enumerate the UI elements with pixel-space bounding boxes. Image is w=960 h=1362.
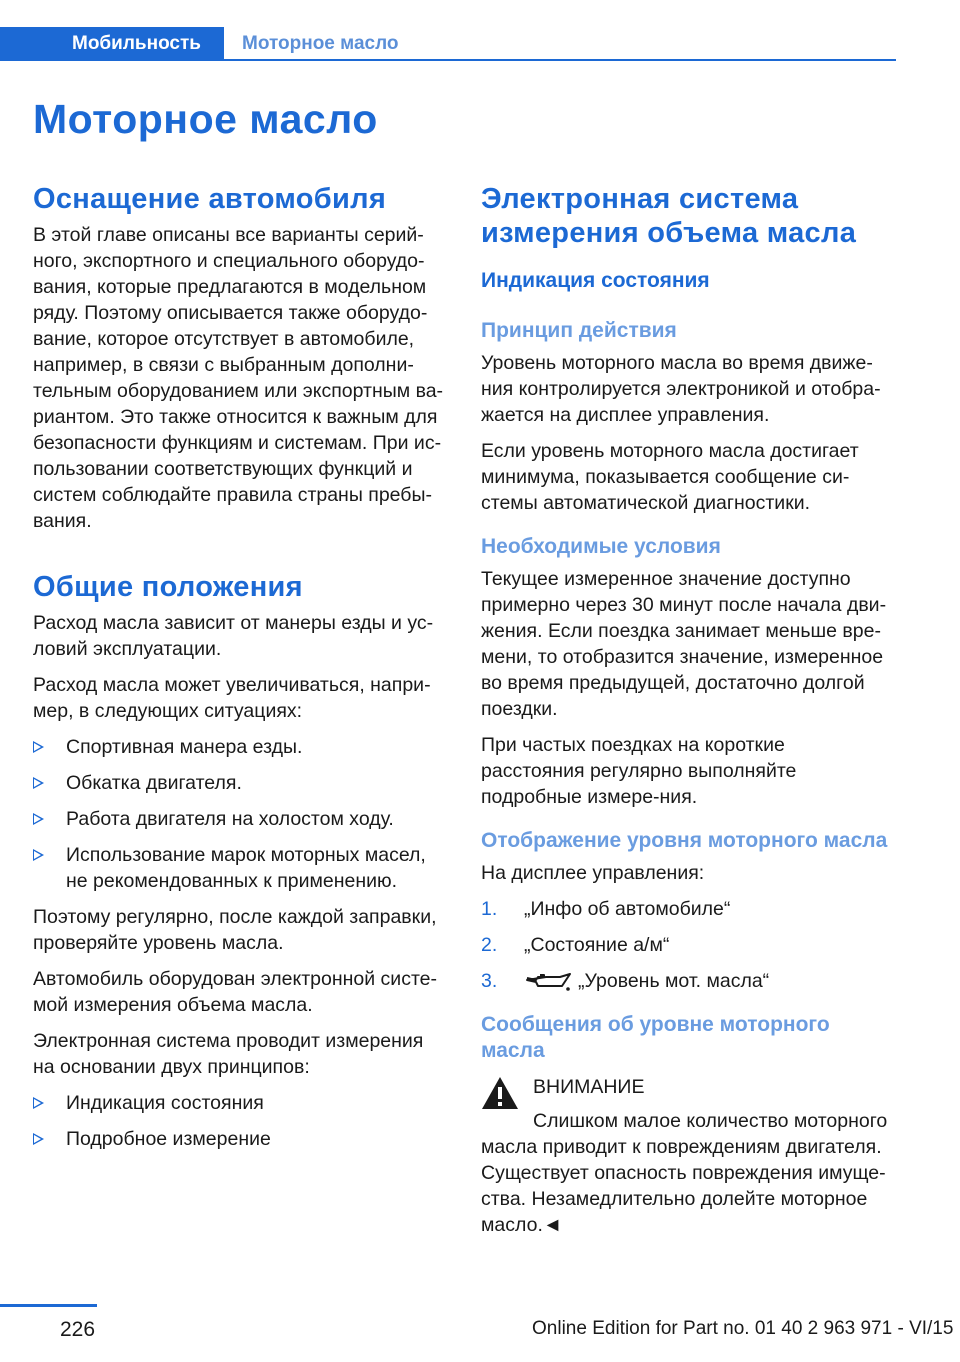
consumption-list — [33, 734, 445, 894]
heading-principle: Принцип действия — [481, 319, 677, 342]
right-column — [481, 182, 893, 1238]
page-number: 226 — [60, 1318, 96, 1341]
list-item: Работа двигателя на холостом ходу. — [33, 806, 445, 832]
triangle-bullet-icon — [33, 1097, 44, 1109]
principle-paragraph-2: Если уровень моторного масла достигает минимума, показывается сообщение си-стемы автоматической диагностики. — [481, 440, 859, 514]
conditions-paragraph-1: Текущее измеренное значение доступно примерно через 30 минут после начала дви-жения. Если поездка занимает меньше вре-мени, то отобразится значение, измеренное во время предыдущей, достаточно долгой поездки. — [481, 568, 887, 720]
list-item: Индикация состояния — [33, 1090, 445, 1116]
section-heading-electronic-system: Электронная система измерения объема масла — [481, 183, 857, 249]
left-column — [33, 182, 445, 1152]
general-paragraph-4: Автомобиль оборудован электронной систе-мой измерения объема масла. — [33, 968, 437, 1016]
subheading-status-indication: Индикация состояния — [481, 269, 710, 292]
step-item: 2. „Состояние а/м“ — [481, 934, 670, 956]
oil-can-icon — [524, 971, 572, 993]
edition-info: Online Edition for Part no. 01 40 2 963 971 - VI/15 — [532, 1318, 954, 1339]
section-heading-equipment: Оснащение автомобиля — [33, 183, 387, 215]
triangle-bullet-icon — [33, 849, 44, 861]
general-paragraph-3: Поэтому регулярно, после каждой заправки, проверяйте уровень масла. — [33, 906, 437, 954]
principle-paragraph-1: Уровень моторного масла во время движе-ния контролируется электроникой и отобра-жается на дисплее управления. — [481, 352, 881, 426]
header-bar — [0, 27, 896, 63]
triangle-bullet-icon — [33, 741, 44, 753]
triangle-bullet-icon — [33, 1133, 44, 1145]
general-paragraph-5: Электронная система проводит измерения на основании двух принципов: — [33, 1030, 424, 1078]
header-tab-mobility[interactable]: Мобильность — [0, 27, 224, 61]
heading-conditions: Необходимые условия — [481, 535, 721, 558]
conditions-paragraph-2: При частых поездках на короткие расстояния регулярно выполняйте подробные измере-ния. — [481, 734, 797, 808]
triangle-bullet-icon — [33, 777, 44, 789]
list-item: Использование марок моторных масел, не рекомендованных к применению. — [33, 842, 445, 894]
warning-line-1: Слишком малое количество моторного — [533, 1110, 888, 1132]
page-title: Моторное масло — [33, 96, 378, 142]
list-item: Обкатка двигателя. — [33, 770, 445, 796]
warning-text: масла приводит к повреждениям двигателя. Существует опасность повреждения имуще-ства. Незамедлительно долейте моторное масло.◄ — [481, 1136, 886, 1236]
triangle-bullet-icon — [33, 813, 44, 825]
heading-oil-messages: Сообщения об уровне моторного масла — [481, 1013, 830, 1062]
list-item: Спортивная манера езды. — [33, 734, 445, 760]
step-item: 3. „Уровень мот. масла“ — [481, 970, 770, 992]
warning-title: ВНИМАНИЕ — [533, 1076, 645, 1098]
general-paragraph-2: Расход масла может увеличиваться, напри-мер, в следующих ситуациях: — [33, 674, 431, 722]
heading-display-oil-level: Отображение уровня моторного масла — [481, 829, 888, 852]
principles-list — [33, 1090, 445, 1152]
footer-rule — [0, 1304, 97, 1307]
warning-triangle-icon — [481, 1076, 519, 1110]
list-item: Подробное измерение — [33, 1126, 445, 1152]
section-heading-general: Общие положения — [33, 571, 303, 603]
warning-block — [481, 1074, 893, 1238]
header-rule — [224, 59, 896, 61]
display-steps — [481, 896, 893, 994]
equipment-text: В этой главе описаны все варианты серий-ного, экспортного и специального оборудо-вания, которые предлагаются в модельном ряду. Поэтому описывается также оборудо-вание, которое отсутствует в автомобиле, например, в связи с выбранным дополни-тельным оборудованием или экспортным ва-риантом. Это также относится к важным для безопасности функциям и системам. При ис-пользовании соответствующих функций и систем соблюдайте правила страны пребы-вания. — [33, 224, 444, 532]
header-tab-engine-oil[interactable]: Моторное масло — [242, 33, 399, 54]
display-intro: На дисплее управления: — [481, 862, 705, 884]
general-paragraph-1: Расход масла зависит от манеры езды и ус-ловий эксплуатации. — [33, 612, 434, 660]
step-item: 1. „Инфо об автомобиле“ — [481, 898, 731, 920]
